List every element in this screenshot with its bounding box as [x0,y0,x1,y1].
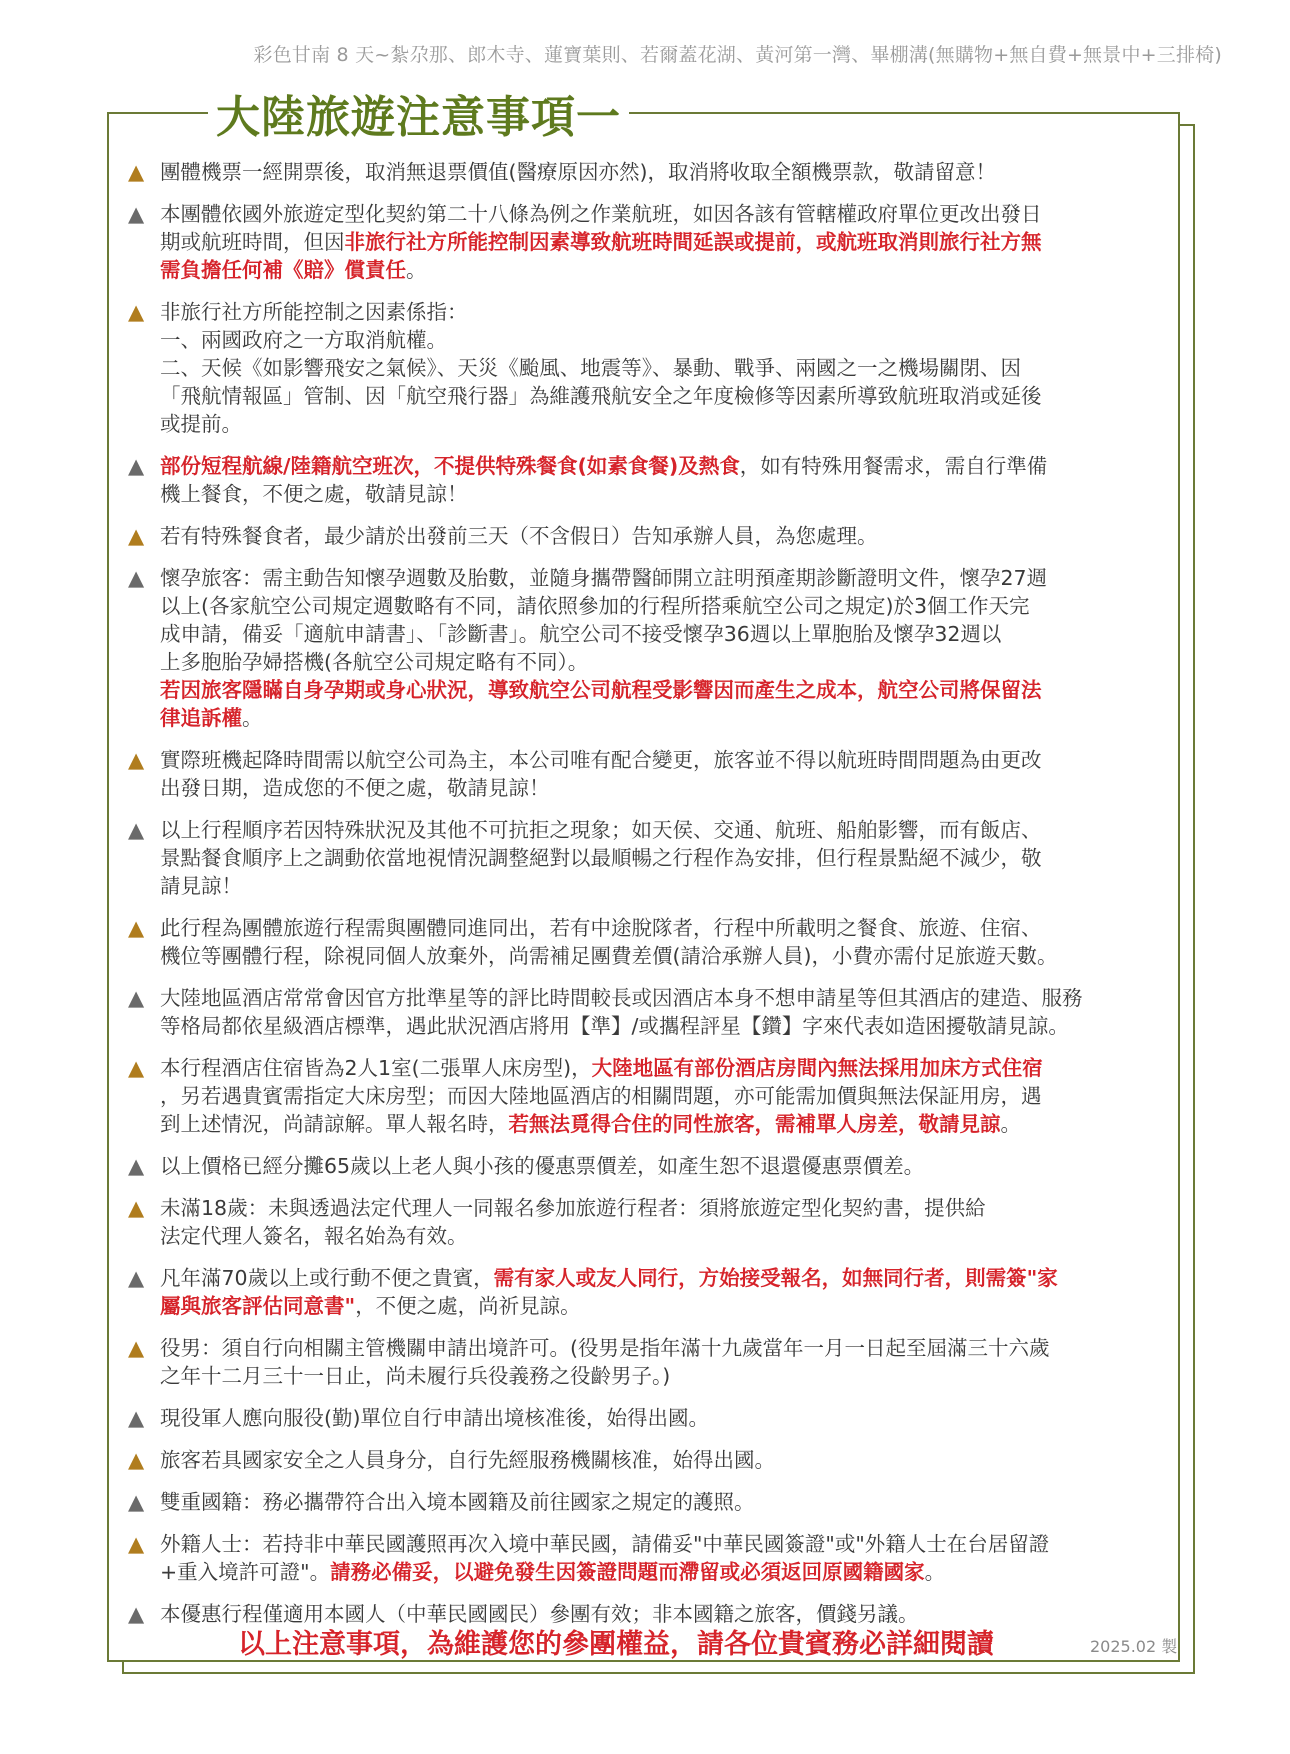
footer-notice: 以上注意事項，為維護您的參團權益，請各位貴賓務必詳細閱讀 [238,1629,994,1660]
list-item: ▲ 本團體依國外旅遊定型化契約第二十八條為例之作業航班，如因各該有管轄權政府單位更改出發日 期或航班時間，但因非旅行社方所能控制因素導致航班時間延誤或提前，或航班取消則旅行社方無 需負擔任何補《賠》償責任。 [128,202,1042,282]
list-item: ▲ 未滿18歲：未與透過法定代理人一同報名參加旅遊行程者：須將旅遊定型化契約書，提供給 法定代理人簽名，報名始為有效。 [128,1196,986,1248]
list-item: ▲ 現役軍人應向服役(勤)單位自行申請出境核准後，始得出國。 [128,1406,709,1430]
warning-triangle-icon: ▲ [128,1154,145,1178]
warning-triangle-icon: ▲ [128,818,145,842]
list-item: ▲ 團體機票一經開票後，取消無退票價值(醫療原因亦然)，取消將收取全額機票款，敬請留意！ [128,160,996,184]
warning-triangle-icon: ▲ [128,1448,145,1472]
warning-triangle-icon: ▲ [128,202,145,226]
warning-triangle-icon: ▲ [128,454,145,478]
warning-triangle-icon: ▲ [128,1336,145,1360]
warning-triangle-icon: ▲ [128,300,145,324]
notice-list [128,158,1168,1642]
list-item: ▲ 部份短程航線/陸籍航空班次，不提供特殊餐食(如素食餐)及熱食，如有特殊用餐需求，需自行準備 機上餐食，不便之處，敬請見諒！ [128,454,1048,506]
list-item: ▲ 本優惠行程僅適用本國人（中華民國國民）參團有效；非本國籍之旅客，價錢另議。 [128,1602,919,1626]
list-item: ▲ 若有特殊餐食者，最少請於出發前三天（不含假日）告知承辦人員，為您處理。 [128,524,878,548]
warning-triangle-icon: ▲ [128,160,145,184]
warning-triangle-icon: ▲ [128,916,145,940]
trip-title: 彩色甘南 8 天~紮尕那、郎木寺、蓮寶葉則、若爾蓋花湖、黃河第一灣、畢棚溝(無購物+無自費+無景中+三排椅) [253,44,1222,66]
title-rule: 一 [576,92,621,143]
made-date: 2025.02 製 [1090,1637,1178,1656]
list-item: ▲ 懷孕旅客：需主動告知懷孕週數及胎數，並隨身攜帶醫師開立註明預產期診斷證明文件，懷孕27週 以上(各家航空公司規定週數略有不同，請依照參加的行程所搭乘航空公司之規定)於3個工作天完 成申請，備妥「適航申請書」、「診斷書」。航空公司不接受懷孕36週以上單胞胎及懷孕32週以 上多胞胎孕婦搭機(各航空公司規定略有不同）。 若因旅客隱瞞自身孕期或身心狀況，導致航空公司航程受影響因而產生之成本，航空公司將保留法 律追訴權。 [128,566,1048,730]
list-item: ▲ 以上價格已經分攤65歲以上老人與小孩的優惠票價差，如產生恕不退還優惠票價差。 [128,1154,925,1178]
warning-triangle-icon: ▲ [128,1602,145,1626]
warning-triangle-icon: ▲ [128,1490,145,1514]
list-item: ▲ 凡年滿70歲以上或行動不便之貴賓，需有家人或友人同行，方始接受報名，如無同行者，則需簽"家 屬與旅客評估同意書"，不便之處，尚祈見諒。 [128,1266,1058,1318]
list-item: ▲ 實際班機起降時間需以航空公司為主，本公司唯有配合變更，旅客並不得以航班時間問題為由更改 出發日期，造成您的不便之處，敬請見諒！ [128,748,1042,800]
list-item: ▲ 本行程酒店住宿皆為2人1室(二張單人床房型)，大陸地區有部份酒店房間內無法採用加床方式住宿 ，另若遇貴賓需指定大床房型；而因大陸地區酒店的相關問題，亦可能需加價與無法保証用房，遇 到上述情況，尚請諒解。單人報名時，若無法覓得合住的同性旅客，需補單人房差，敬請見諒。 [128,1056,1043,1136]
list-item: ▲ 旅客若具國家安全之人員身分，自行先經服務機關核准，始得出國。 [128,1448,775,1472]
warning-triangle-icon: ▲ [128,1196,145,1220]
warning-triangle-icon: ▲ [128,1406,145,1430]
warning-triangle-icon: ▲ [128,986,145,1010]
list-item: ▲ 以上行程順序若因特殊狀況及其他不可抗拒之現象；如天侯、交通、航班、船舶影響，而有飯店、 景點餐食順序上之調動依當地視情況調整絕對以最順暢之行程作為安排，但行程景點絕不減少，敬 請見諒！ [128,818,1042,898]
warning-triangle-icon: ▲ [128,1266,145,1290]
warning-triangle-icon: ▲ [128,524,145,548]
warning-triangle-icon: ▲ [128,566,145,590]
list-item: ▲ 雙重國籍：務必攜帶符合出入境本國籍及前往國家之規定的護照。 [128,1490,755,1514]
list-item: ▲ 非旅行社方所能控制之因素係指： 一、兩國政府之一方取消航權。 二、天候《如影響飛安之氣候》、天災《颱風、地震等》、暴動、戰爭、兩國之一之機場關閉、因 「飛航情報區」管制、因「航空飛行器」為維護飛航安全之年度檢修等因素所導致航班取消或延後 或提前。 [128,300,1042,436]
list-item: ▲ 役男：須自行向相關主管機關申請出境許可。(役男是指年滿十九歲當年一月一日起至屆滿三十六歲 之年十二月三十一日止，尚未履行兵役義務之役齡男子。) [128,1336,1050,1388]
warning-triangle-icon: ▲ [128,748,145,772]
warning-triangle-icon: ▲ [128,1532,145,1556]
list-item: ▲ 大陸地區酒店常常會因官方批準星等的評比時間較長或因酒店本身不想申請星等但其酒店的建造、服務 等格局都依星級酒店標準，遇此狀況酒店將用【準】/或攜程評星【鑽】字來代表如造困擾敬請見諒。 [128,986,1083,1038]
list-item: ▲ 此行程為團體旅遊行程需與團體同進同出，若有中途脫隊者，行程中所載明之餐食、旅遊、住宿、 機位等團體行程，除視同個人放棄外，尚需補足團費差價(請洽承辦人員)，小費亦需付足旅遊天數。 [128,916,1058,968]
warning-triangle-icon: ▲ [128,1056,145,1080]
page-title: 大陸旅遊注意事項一 [208,86,629,150]
list-item: ▲ 外籍人士：若持非中華民國護照再次入境中華民國，請備妥"中華民國簽證"或"外籍人士在台居留證 +重入境許可證"。請務必備妥，以避免發生因簽證問題而滯留或必須返回原國籍國家。 [128,1532,1050,1584]
